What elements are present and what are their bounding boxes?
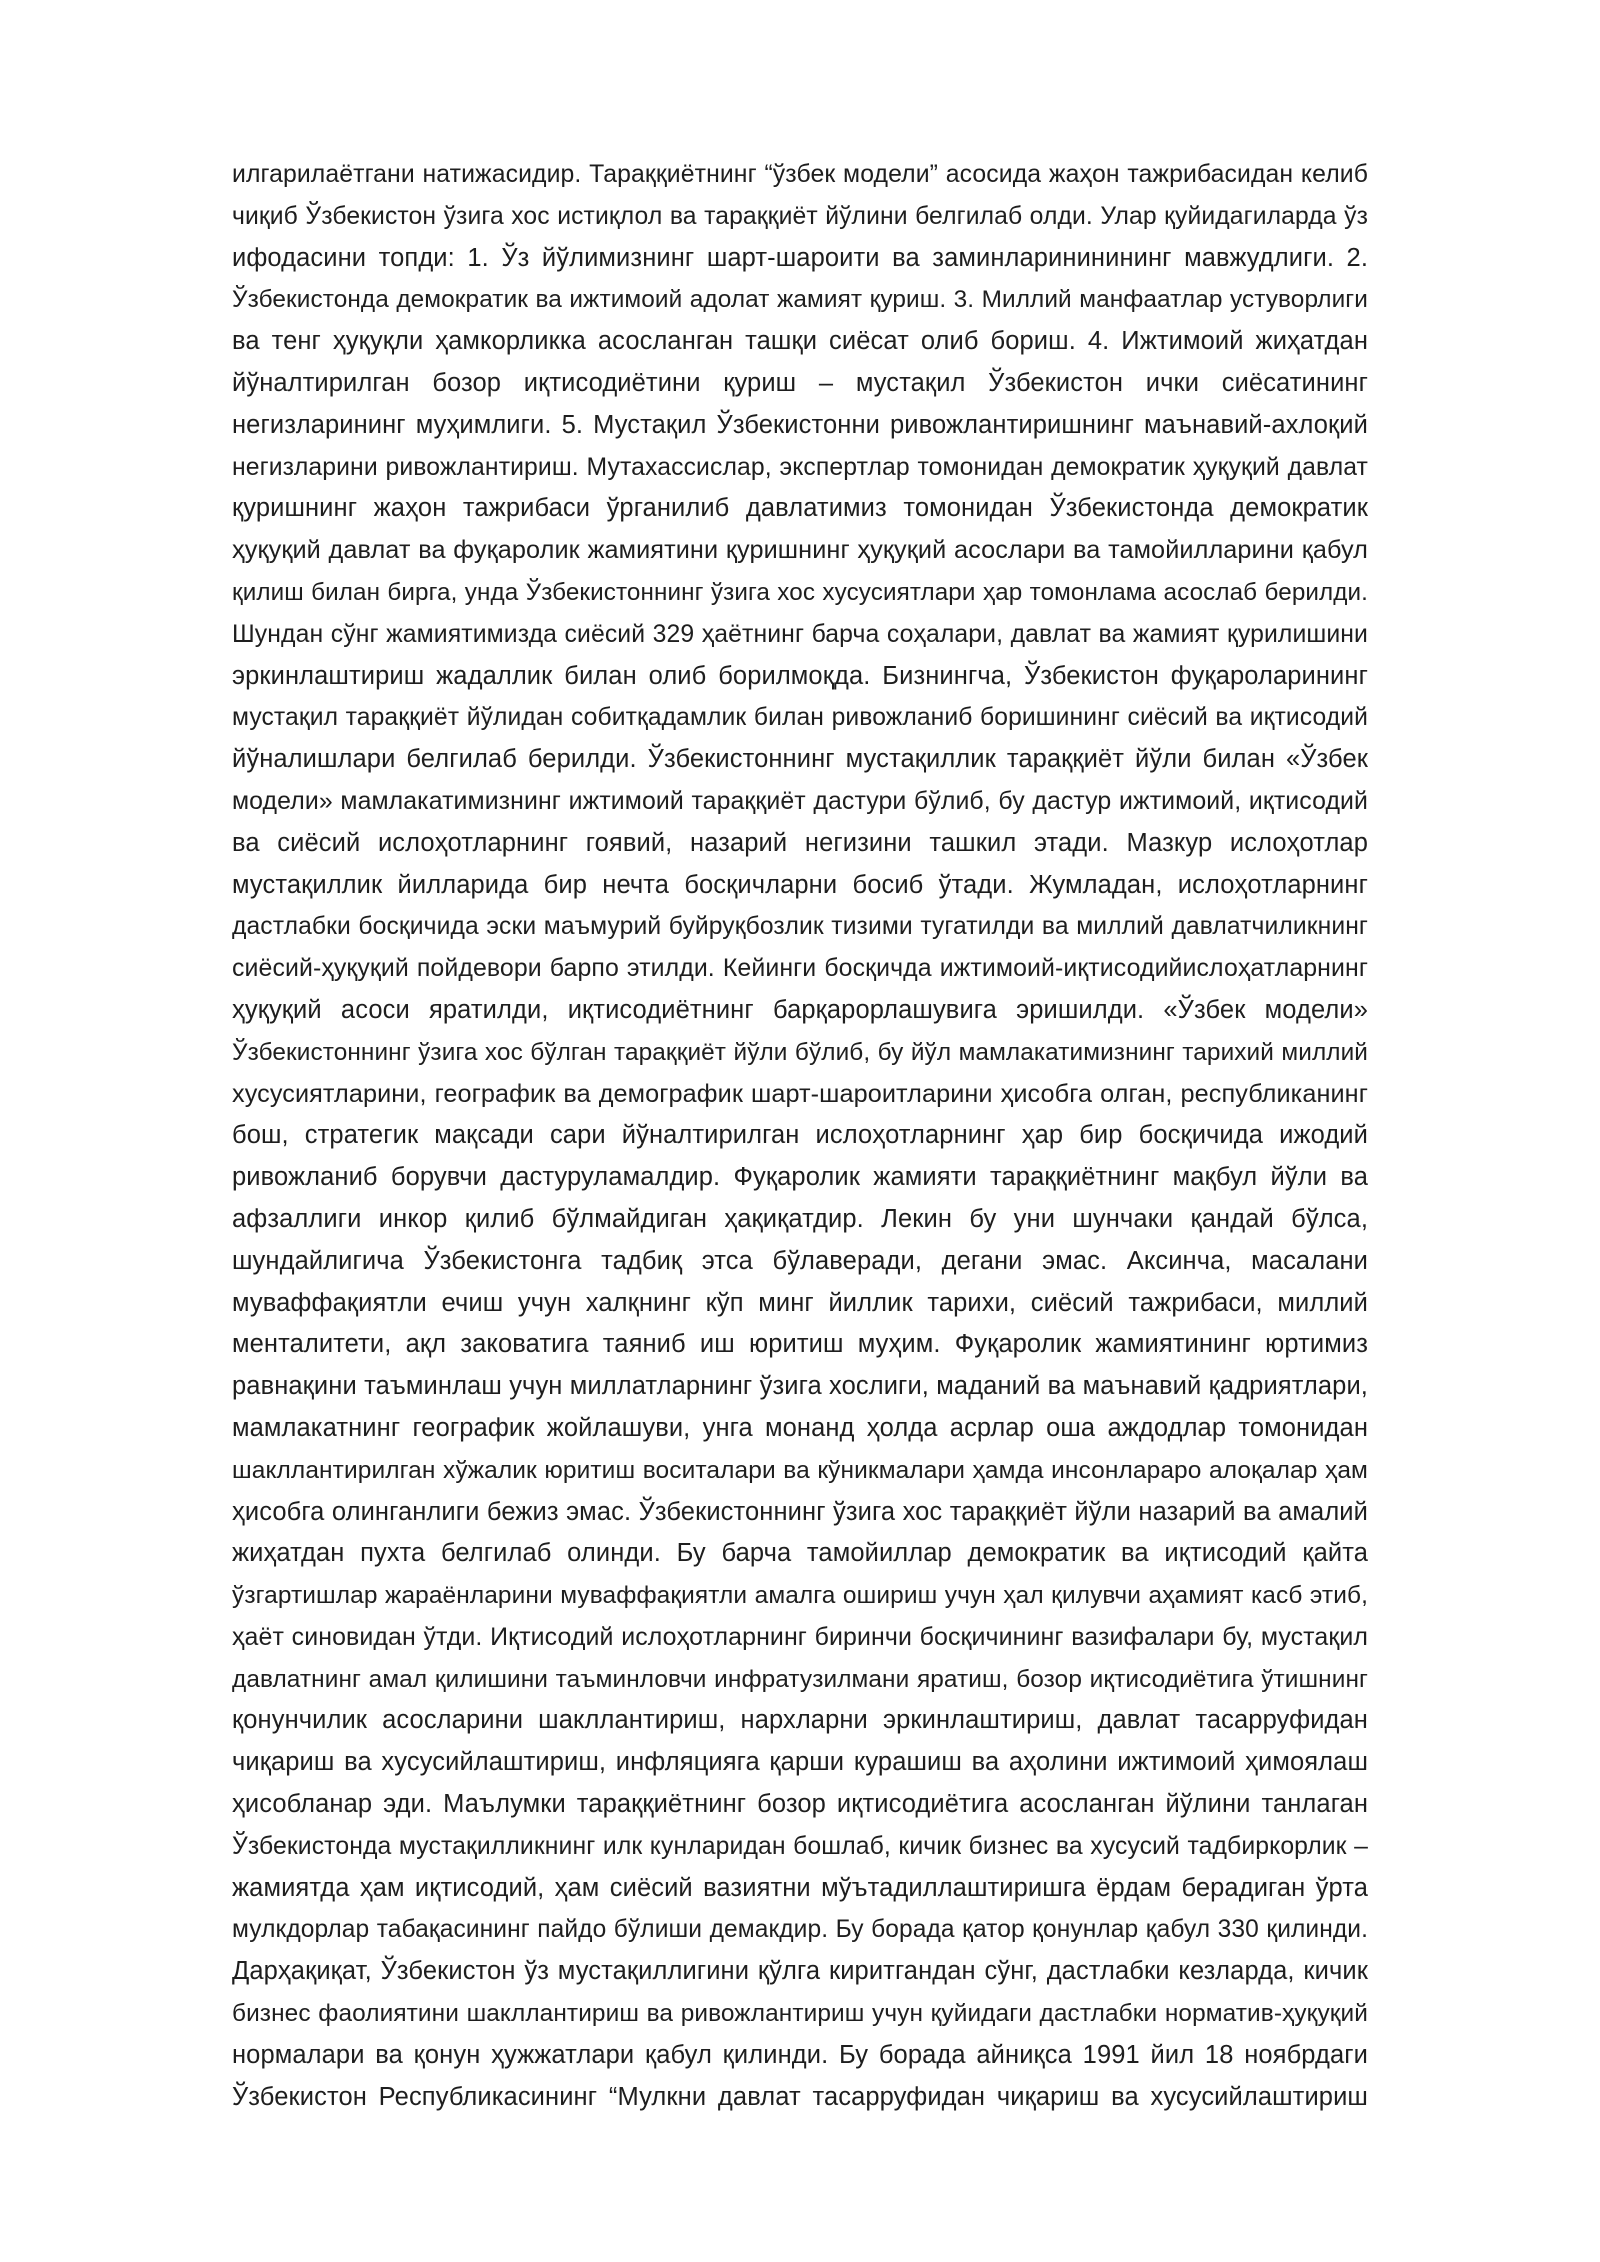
text-line: ҳисобга олинганлиги бежиз эмас. Ўзбекистоннинг ўзига хос тараққиёт йўли назарий ва амалий bbox=[232, 1497, 1368, 1526]
text-line: равнақини таъминлаш учун миллатларнинг ўзига хослиги, маданий ва маънавий қадриятлари, bbox=[232, 1372, 1368, 1401]
text-line: ривожланиб борувчи дастуруламалдир. Фуқаролик жамияти тараққиётнинг мақбул йўли ва bbox=[232, 1163, 1368, 1192]
text-line: йўналтирилган бозор иқтисодиётини қуриш – мустақил Ўзбекистон ички сиёсатининг bbox=[232, 368, 1368, 397]
text-line: қилиш билан бирга, унда Ўзбекистоннинг ўзига хос хусусиятлари ҳар томонлама асослаб берилди. bbox=[232, 578, 1368, 606]
text-line: жамиятда ҳам иқтисодий, ҳам сиёсий вазиятни мўътадиллаштиришга ёрдам берадиган ўрта bbox=[232, 1873, 1368, 1902]
text-line: мустақил тараққиёт йўлидан собитқадамлик билан ривожланиб боришининг сиёсий ва иқтисодий bbox=[232, 704, 1368, 732]
text-line: шундайлигича Ўзбекистонга тадбиқ этса бўлаверади, дегани эмас. Аксинча, масалани bbox=[232, 1246, 1368, 1275]
text-line: бош, стратегик мақсади сари йўналтирилган ислоҳотларнинг ҳар бир босқичида ижодий bbox=[232, 1121, 1368, 1150]
text-line: жиҳатдан пухта белгилаб олинди. Бу барча тамойиллар демократик ва иқтисодий қайта bbox=[232, 1539, 1368, 1568]
text-line: модели» мамлакатимизнинг ижтимоий тараққиёт дастури бўлиб, бу дастур ижтимоий, иқтисодий bbox=[232, 787, 1368, 815]
text-line: мамлакатнинг географик жойлашуви, унга монанд ҳолда асрлар оша аждодлар томонидан bbox=[232, 1413, 1368, 1442]
text-line: ўзгартишлар жараёнларини муваффақиятли амалга ошириш учун ҳал қилувчи аҳамият касб этиб, bbox=[232, 1582, 1368, 1610]
text-line: Ўзбекистонда демократик ва ижтимоий адолат жамият қуриш. 3. Миллий манфаатлар устуворлиги bbox=[232, 286, 1368, 314]
text-line: ҳаёт синовидан ўтди. Иқтисодий ислоҳотларнинг биринчи босқичининг вазифалари бу, мустақил bbox=[232, 1622, 1368, 1651]
text-line: ҳисобланар эди. Маълумки тараққиётнинг бозор иқтисодиётига асосланган йўлини танлаган bbox=[232, 1790, 1368, 1819]
text-line: нормалари ва қонун ҳужжатлари қабул қилинди. Бу борада айниқса 1991 йил 18 ноябрдаги bbox=[232, 2040, 1368, 2069]
text-line: сиёсий-ҳуқуқий пойдевори барпо этилди. Кейинги босқичда ижтимоий-иқтисодийислоҳатларнинг bbox=[232, 954, 1368, 983]
text-line: Ўзбекистон Республикасининг “Мулкни давлат тасарруфидан чиқариш ва хусусийлаштириш bbox=[232, 2082, 1368, 2111]
text-line: ифодасини топди: 1. Ўз йўлимизнинг шарт-шароити ва заминларининининг мавжудлиги. 2. bbox=[232, 243, 1368, 272]
text-line: илгарилаётгани натижасидир. Тараққиётнинг “ўзбек модели” асосида жаҳон тажрибасидан келиб bbox=[232, 161, 1368, 188]
text-line: муваффақиятли ечиш учун халқнинг кўп минг йиллик тарихи, сиёсий тажрибаси, миллий bbox=[232, 1288, 1368, 1317]
text-line: негизларининг муҳимлиги. 5. Мустақил Ўзбекистонни ривожлантиришнинг маънавий-ахлоқий bbox=[232, 410, 1368, 439]
text-line: менталитети, ақл заковатига таяниб иш юритиш муҳим. Фуқаролик жамиятининг юртимиз bbox=[232, 1330, 1368, 1359]
text-line: чиқиб Ўзбекистон ўзига хос истиқлол ва тараққиёт йўлини белгилаб олди. Улар қуйидагиларда ўз bbox=[232, 202, 1368, 230]
text-line: қонунчилик асосларини шакллантириш, нархларни эркинлаштириш, давлат тасарруфидан bbox=[232, 1706, 1368, 1735]
text-line: Дарҳақиқат, Ўзбекистон ўз мустақиллигини қўлга киритгандан сўнг, дастлабки кезларда, кичик bbox=[232, 1957, 1368, 1986]
text-line: қуришнинг жаҳон тажрибаси ўрганилиб давлатимиз томонидан Ўзбекистонда демократик bbox=[232, 494, 1368, 523]
text-line: ва сиёсий ислоҳотларнинг гоявий, назарий негизини ташкил этади. Мазкур ислоҳотлар bbox=[232, 828, 1368, 857]
text-line: бизнес фаолиятини шакллантириш ва ривожлантириш учун қуйидаги дастлабки норматив-ҳуқуқий bbox=[232, 2000, 1368, 2028]
text-line: хусусиятларини, географик ва демографик шарт-шароитларини ҳисобга олган, республиканинг bbox=[232, 1079, 1368, 1108]
text-line: мулкдорлар табақасининг пайдо бўлиши демакдир. Бу борада қатор қонунлар қабул 330 қилинди. bbox=[232, 1916, 1368, 1944]
text-line: мустақиллик йилларида бир нечта босқичларни босиб ўтади. Жумладан, ислоҳотларнинг bbox=[232, 870, 1368, 899]
text-line: негизларини ривожлантириш. Мутахассислар, экспертлар томонидан демократик ҳуқуқий давлат bbox=[232, 453, 1368, 481]
text-line: ва тенг ҳуқуқли ҳамкорликка асосланган ташқи сиёсат олиб бориш. 4. Ижтимоий жиҳатдан bbox=[232, 327, 1368, 356]
text-line: ҳуқуқий давлат ва фуқаролик жамиятини қуришнинг ҳуқуқий асослари ва тамойилларини қабул bbox=[232, 536, 1368, 565]
text-line: Ўзбекистоннинг ўзига хос бўлган тараққиёт йўли бўлиб, бу йўл мамлакатимизнинг тарихий миллий bbox=[232, 1038, 1368, 1066]
text-line: давлатнинг амал қилишини таъминловчи инфратузилмани яратиш, бозор иқтисодиётига ўтишнинг bbox=[232, 1665, 1368, 1693]
body-text bbox=[232, 154, 1368, 2118]
text-line: дастлабки босқичида эски маъмурий буйруқбозлик тизими тугатилди ва миллий давлатчиликнинг bbox=[232, 913, 1368, 941]
text-line: афзаллиги инкор қилиб бўлмайдиган ҳақиқатдир. Лекин бу уни шунчаки қандай бўлса, bbox=[232, 1204, 1368, 1233]
text-line: Шундан сўнг жамиятимизда сиёсий 329 ҳаётнинг барча соҳалари, давлат ва жамият қурилишини bbox=[232, 620, 1368, 648]
text-line: ҳуқуқий асоси яратилди, иқтисодиётнинг барқарорлашувига эришилди. «Ўзбек модели» bbox=[232, 995, 1368, 1024]
text-line: йўналишлари белгилаб берилди. Ўзбекистоннинг мустақиллик тараққиёт йўли билан «Ўзбек bbox=[232, 745, 1368, 774]
text-line: шакллантирилган хўжалик юритиш воситалари ва кўникмалари ҳамда инсонлараро алоқалар ҳам bbox=[232, 1456, 1368, 1484]
text-line: эркинлаштириш жадаллик билан олиб борилмоқда. Бизнингча, Ўзбекистон фуқароларининг bbox=[232, 661, 1368, 690]
text-line: чиқариш ва хусусийлаштириш, инфляцияга қарши курашиш ва аҳолини ижтимоий ҳимоялаш bbox=[232, 1748, 1368, 1777]
text-line: Ўзбекистонда мустақилликнинг илк кунларидан бошлаб, кичик бизнес ва хусусий тадбиркорлик – bbox=[232, 1832, 1368, 1860]
